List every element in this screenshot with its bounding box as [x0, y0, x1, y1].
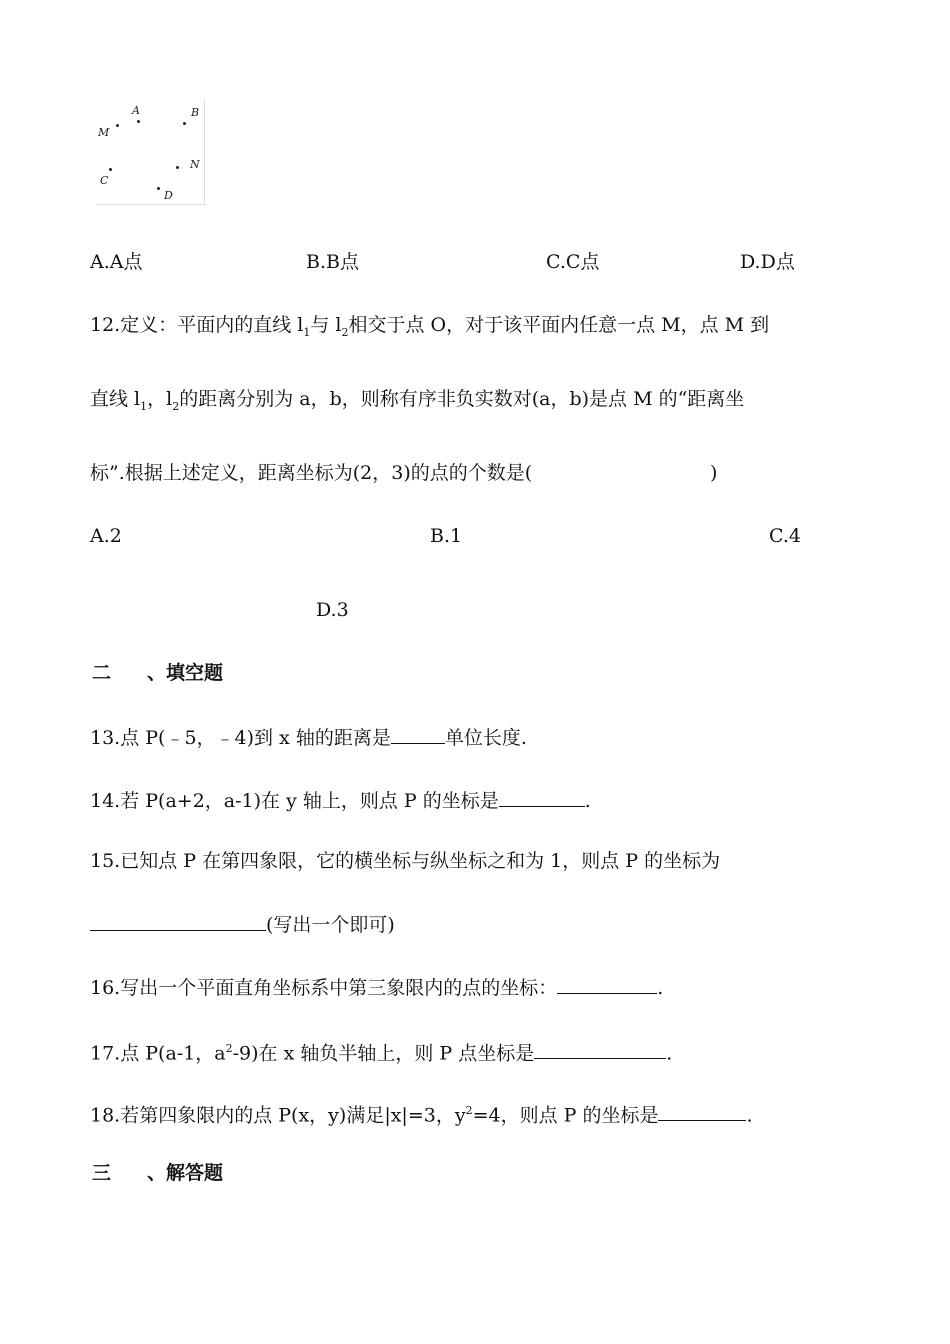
q12-line2-sub1: 1: [140, 399, 148, 413]
q14-line: [90, 786, 591, 814]
figure-border: [96, 204, 206, 205]
q11-option-c: C.C点: [546, 251, 600, 273]
q12-line-1: [90, 312, 769, 346]
q12-line2-b: ，l: [147, 388, 173, 410]
point-n-dot: [176, 166, 179, 169]
q12-line2-a: 直线 l: [90, 388, 141, 410]
q14-text-end: .: [584, 790, 591, 812]
point-a-dot: [137, 120, 140, 123]
q13-text-end: 单位长度.: [444, 727, 527, 749]
q17-text: 17.点 P(a-1，a: [90, 1042, 226, 1065]
q12-option-d: D.3: [316, 599, 349, 621]
q18-line: [90, 1098, 753, 1128]
q12-line2-c: 的距离分别为 a，b，则称有序非负实数对(a，b)是点 M 的“距离坐: [179, 388, 745, 410]
q11-option-d: D.D点: [740, 251, 795, 273]
q18-text-mid: =4，则点 P 的坐标是: [472, 1104, 659, 1127]
q13-text: 13.点 P(﹣5，﹣4)到 x 轴的距离是: [90, 727, 391, 749]
point-n-label: N: [190, 158, 200, 171]
q12-option-a: A.2: [90, 525, 122, 547]
point-d-label: D: [164, 189, 173, 202]
q12-line2-sub2: 2: [172, 399, 180, 413]
q11-option-a: A.A点: [90, 251, 143, 273]
section-3-label: 三: [92, 1162, 112, 1184]
q17-sup: 2: [225, 1042, 233, 1055]
q18-text-end: .: [746, 1104, 753, 1127]
q16-text-end: .: [657, 977, 664, 999]
q12-option-c: C.4: [769, 525, 801, 547]
q15-line-1: 15.已知点 P 在第四象限，它的横坐标与纵坐标之和为 1，则点 P 的坐标为: [90, 850, 721, 872]
q15-line-2: [90, 910, 395, 938]
q12-line1-sub2: 2: [341, 325, 349, 339]
section-2-label: 二: [92, 662, 112, 684]
q18-text: 18.若第四象限内的点 P(x，y)满足|x|=3，y: [90, 1104, 466, 1127]
q18-sup: 2: [465, 1104, 473, 1117]
point-m-label: M: [98, 126, 110, 139]
q17-text-end: .: [666, 1042, 673, 1065]
q12-line1-mid: 与 l: [310, 314, 342, 336]
q15-answer-blank[interactable]: [90, 910, 266, 931]
q14-text: 14.若 P(a+2，a-1)在 y 轴上，则点 P 的坐标是: [90, 790, 499, 812]
q18-answer-blank[interactable]: [658, 1100, 746, 1121]
point-a-label: A: [132, 104, 140, 117]
q12-line-2: [90, 386, 744, 420]
section-3-title: 、解答题: [147, 1162, 224, 1184]
q14-answer-blank[interactable]: [499, 786, 585, 807]
point-d-dot: [157, 187, 160, 190]
q12-line1-end: 相交于点 O，对于该平面内任意一点 M，点 M 到: [348, 314, 770, 336]
q12-line3-close-paren: ): [710, 462, 718, 484]
q12-option-b: B.1: [430, 525, 463, 547]
q16-text: 16.写出一个平面直角坐标系中第三象限内的点的坐标：: [90, 977, 558, 999]
q11-option-b: B.B点: [306, 251, 359, 273]
points-figure: [96, 100, 206, 206]
q17-text-mid: -9)在 x 轴负半轴上，则 P 点坐标是: [232, 1042, 535, 1065]
point-m-dot: [116, 124, 119, 127]
figure-border-right: [204, 100, 205, 204]
q17-answer-blank[interactable]: [534, 1038, 666, 1059]
q12-line1-sub1: 1: [303, 325, 311, 339]
q12-line-3: [90, 460, 532, 486]
q16-answer-blank[interactable]: [557, 973, 657, 994]
q12-line1-text: 12.定义：平面内的直线 l: [90, 314, 304, 336]
q13-answer-blank[interactable]: [391, 723, 445, 744]
q12-line3-text: 标”.根据上述定义，距离坐标为(2，3)的点的个数是(: [90, 462, 533, 484]
point-c-dot: [109, 168, 112, 171]
point-b-dot: [183, 122, 186, 125]
q17-line: [90, 1036, 672, 1066]
q13-line: [90, 723, 527, 751]
q15-text-end: (写出一个即可): [266, 914, 395, 936]
point-c-label: C: [100, 174, 109, 187]
q16-line: [90, 973, 663, 1001]
section-2-title: 、填空题: [147, 662, 224, 684]
point-b-label: B: [191, 106, 200, 119]
